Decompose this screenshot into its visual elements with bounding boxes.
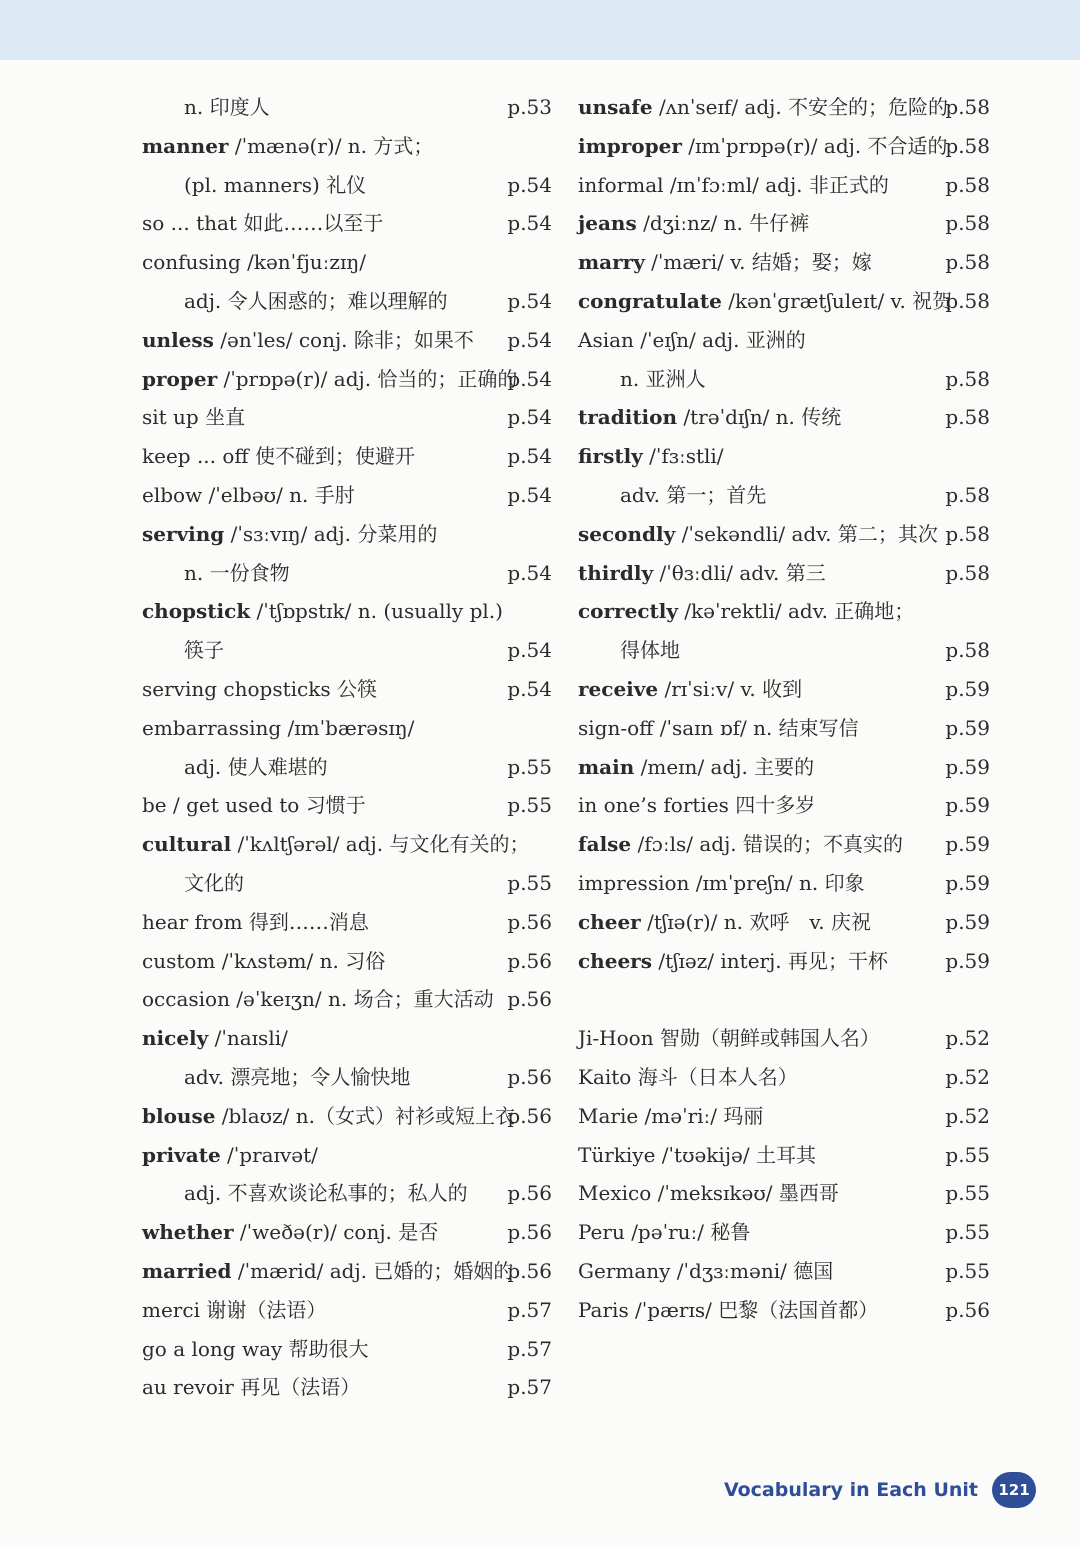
definition: 得体地 (620, 638, 680, 663)
entry-text (142, 716, 414, 740)
page-reference: p.58 (945, 133, 990, 158)
vocab-entry (142, 243, 552, 282)
definition: /ˈmæri/ v. 结婚；娶；嫁 (644, 250, 872, 275)
definition: /ˈsɜːvɪŋ/ adj. 分菜用的 (224, 521, 438, 546)
headword: chopstick (142, 599, 251, 624)
vocab-entry (142, 166, 552, 205)
entry-text (578, 1181, 839, 1205)
vocab-entry (142, 670, 552, 709)
definition: au revoir 再见（法语） (142, 1375, 361, 1400)
entry-text (578, 1143, 816, 1167)
entry-text (142, 638, 224, 662)
definition: /rɪˈsiːv/ v. 收到 (658, 676, 803, 701)
definition: embarrassing /ɪmˈbærəsɪŋ/ (142, 715, 415, 740)
entry-text (578, 755, 814, 779)
vocab-entry (142, 127, 552, 166)
right-vocabulary-column (578, 88, 990, 1330)
entry-text (578, 638, 680, 662)
headword: whether (142, 1220, 234, 1245)
vocab-entry (578, 476, 990, 515)
entry-text (142, 444, 415, 468)
entry-text (142, 949, 385, 973)
definition: go a long way 帮助很大 (142, 1336, 369, 1361)
vocab-entry (578, 1019, 990, 1058)
entry-text (142, 832, 529, 856)
entry-text (578, 832, 903, 856)
definition: /ˈmærid/ adj. 已婚的；婚姻的 (231, 1258, 514, 1283)
entry-text (142, 1104, 515, 1128)
vocab-entry (578, 1136, 990, 1175)
vocab-entry (578, 437, 990, 476)
vocab-entry (578, 786, 990, 825)
headword: secondly (578, 521, 676, 546)
definition: Mexico /ˈmeksɪkəʊ/ 墨西哥 (578, 1181, 839, 1206)
entry-text (578, 173, 889, 197)
section-gap (578, 980, 990, 1019)
entry-text (578, 444, 724, 468)
entry-text (142, 1220, 438, 1244)
definition: /ənˈles/ conj. 除非；如果不 (213, 327, 474, 352)
page-reference: p.58 (945, 172, 990, 197)
definition: 筷子 (184, 638, 224, 663)
entry-text (142, 1065, 410, 1089)
page-reference: p.54 (507, 288, 552, 313)
definition: adv. 第一；首先 (620, 482, 767, 507)
vocab-entry (142, 748, 552, 787)
entry-text (142, 1298, 326, 1322)
definition: adj. 使人难堪的 (184, 754, 328, 779)
page-reference: p.58 (945, 521, 990, 546)
definition: /trəˈdɪʃn/ n. 传统 (677, 405, 842, 430)
definition: n. 印度人 (184, 95, 270, 119)
page-reference: p.58 (945, 288, 990, 313)
definition: /kənˈɡrætʃuleɪt/ v. 祝贺 (721, 288, 953, 313)
page-reference: p.58 (945, 560, 990, 585)
headword: married (142, 1258, 232, 1283)
vocab-entry (142, 1019, 552, 1058)
definition: Türkiye /ˈtʊəkijə/ 土耳其 (578, 1142, 816, 1167)
definition: informal /ɪnˈfɔːml/ adj. 非正式的 (578, 172, 889, 197)
headword: thirdly (578, 560, 654, 585)
vocab-entry (142, 942, 552, 981)
page-reference: p.56 (507, 1181, 552, 1206)
page-reference: p.56 (507, 1064, 552, 1089)
vocab-entry (142, 515, 552, 554)
page-reference: p.56 (507, 1258, 552, 1283)
definition: adj. 不喜欢谈论私事的；私人的 (184, 1181, 468, 1206)
page-reference: p.52 (945, 1103, 990, 1128)
definition: /ˈweðə(r)/ conj. 是否 (233, 1220, 439, 1245)
entry-text (578, 599, 914, 623)
page-reference: p.59 (945, 676, 990, 701)
entry-text (142, 173, 366, 197)
definition: /ˈmænə(r)/ n. 方式； (228, 133, 434, 158)
vocab-entry (578, 1058, 990, 1097)
definition: occasion /əˈkeɪʒn/ n. 场合；重大活动 (142, 987, 494, 1012)
vocab-entry (142, 398, 552, 437)
vocab-entry (578, 554, 990, 593)
definition: sit up 坐直 (142, 405, 246, 430)
definition: /ʌnˈseɪf/ adj. 不安全的；危险的 (652, 95, 949, 119)
definition: n. 亚洲人 (620, 366, 706, 391)
page-reference: p.52 (945, 1026, 990, 1051)
vocab-entry (142, 903, 552, 942)
entry-text (142, 910, 369, 934)
page-reference: p.53 (507, 95, 552, 119)
vocab-entry (578, 1097, 990, 1136)
vocab-entry (578, 515, 990, 554)
vocab-entry (142, 1368, 552, 1407)
entry-text (578, 134, 948, 158)
headword: tradition (578, 405, 678, 430)
entry-text (142, 1026, 288, 1050)
definition: custom /ˈkʌstəm/ n. 习俗 (142, 948, 386, 973)
entry-text (578, 1104, 763, 1128)
page-reference: p.54 (507, 560, 552, 585)
headword: nicely (142, 1026, 209, 1051)
entry-text (142, 1143, 318, 1167)
page-reference: p.55 (507, 793, 552, 818)
page-footer (724, 1470, 1036, 1510)
vocab-entry (578, 1252, 990, 1291)
entry-text (142, 561, 290, 585)
left-vocabulary-column (142, 88, 552, 1407)
definition: Asian /ˈeɪʃn/ adj. 亚洲的 (578, 327, 806, 352)
definition: /meɪn/ adj. 主要的 (634, 754, 815, 779)
vocab-entry (578, 1213, 990, 1252)
entry-text (142, 755, 328, 779)
definition: /ˈfɜːstli/ (642, 444, 724, 469)
headword: main (578, 754, 635, 779)
vocab-entry (578, 592, 990, 631)
definition: serving chopsticks 公筷 (142, 676, 377, 701)
section-title: Vocabulary in Each Unit (723, 1479, 978, 1501)
definition: hear from 得到……消息 (142, 909, 369, 934)
definition: /ˈtʃɒpstɪk/ n. (usually pl.) (250, 599, 503, 624)
vocab-entry (142, 554, 552, 593)
page-reference: p.56 (507, 1103, 552, 1128)
entry-text (142, 483, 355, 507)
vocab-entry (578, 243, 990, 282)
definition: keep ... off 使不碰到；使避开 (142, 444, 415, 469)
definition: so ... that 如此……以至于 (142, 211, 384, 236)
vocab-entry (578, 903, 990, 942)
vocab-entry (142, 1058, 552, 1097)
page-reference: p.55 (945, 1258, 990, 1283)
entry-text (578, 677, 802, 701)
entry-text (578, 95, 948, 119)
definition: /ɪmˈprɒpə(r)/ adj. 不合适的 (681, 133, 948, 158)
entry-text (142, 522, 437, 546)
definition: elbow /ˈelbəʊ/ n. 手肘 (142, 482, 355, 507)
entry-text (578, 910, 871, 934)
vocab-entry (142, 437, 552, 476)
page-reference: p.57 (507, 1375, 552, 1400)
headword: congratulate (578, 288, 722, 313)
entry-text (578, 1298, 878, 1322)
definition: /kəˈrektli/ adv. 正确地； (677, 599, 915, 624)
definition: /dʒiːnz/ n. 牛仔裤 (636, 211, 810, 236)
page-reference: p.56 (507, 987, 552, 1012)
entry-text (578, 328, 806, 352)
entry-text (142, 1337, 369, 1361)
page-reference: p.58 (945, 250, 990, 275)
vocab-entry (142, 88, 552, 127)
definition: /ˈkʌltʃərəl/ adj. 与文化有关的； (231, 832, 530, 857)
vocab-entry (142, 1252, 552, 1291)
entry-text (578, 522, 938, 546)
vocab-entry (142, 282, 552, 321)
page-reference: p.54 (507, 676, 552, 701)
headword: unsafe (578, 95, 653, 119)
page-reference: p.58 (945, 638, 990, 663)
definition: Marie /məˈriː/ 玛丽 (578, 1103, 764, 1128)
vocab-entry (142, 1097, 552, 1136)
vocab-entry (142, 864, 552, 903)
definition: adj. 令人困惑的；难以理解的 (184, 288, 448, 313)
definition: merci 谢谢（法语） (142, 1297, 327, 1322)
entry-text (142, 250, 366, 274)
vocab-entry (578, 825, 990, 864)
page-reference: p.57 (507, 1297, 552, 1322)
entry-text (142, 677, 377, 701)
page-reference: p.54 (507, 327, 552, 352)
vocab-entry (578, 204, 990, 243)
definition: /ˈnaɪsli/ (208, 1026, 288, 1051)
page-reference: p.55 (945, 1220, 990, 1245)
entry-text (142, 211, 383, 235)
definition: /ˈθɜːdli/ adv. 第三 (653, 560, 826, 585)
definition: /tʃɪə(r)/ n. 欢呼 v. 庆祝 (640, 909, 872, 934)
vocab-entry (578, 321, 990, 360)
top-color-band (0, 0, 1080, 60)
definition: /tʃɪəz/ interj. 再见；干杯 (651, 948, 889, 973)
definition: Peru /pəˈruː/ 秘鲁 (578, 1220, 751, 1245)
page-reference: p.56 (945, 1297, 990, 1322)
page-reference: p.59 (945, 870, 990, 895)
definition: n. 一份食物 (184, 560, 290, 585)
entry-text (578, 1026, 880, 1050)
definition: Germany /ˈdʒɜːməni/ 德国 (578, 1258, 834, 1283)
definition: Paris /ˈpærɪs/ 巴黎（法国首都） (578, 1297, 879, 1322)
page-reference: p.59 (945, 909, 990, 934)
vocab-entry (578, 942, 990, 981)
definition: adv. 漂亮地；令人愉快地 (184, 1064, 411, 1089)
page-reference: p.55 (507, 754, 552, 779)
headword: cheers (578, 948, 652, 973)
headword: jeans (578, 211, 637, 236)
vocab-entry (142, 1213, 552, 1252)
entry-text (142, 95, 270, 119)
entry-text (578, 289, 952, 313)
entry-text (578, 949, 888, 973)
vocab-entry (578, 670, 990, 709)
page-reference: p.55 (507, 870, 552, 895)
page-reference: p.59 (945, 715, 990, 740)
page-reference: p.56 (507, 909, 552, 934)
headword: correctly (578, 599, 678, 624)
definition: Ji-Hoon 智勋（朝鲜或韩国人名） (578, 1026, 880, 1051)
page-reference: p.57 (507, 1336, 552, 1361)
vocab-entry (578, 709, 990, 748)
headword: private (142, 1142, 221, 1167)
vocab-entry (578, 166, 990, 205)
page-reference: p.58 (945, 95, 990, 119)
definition: /blaʊz/ n.（女式）衬衫或短上衣 (215, 1103, 515, 1128)
page-reference: p.55 (945, 1181, 990, 1206)
page-reference: p.54 (507, 638, 552, 663)
page-reference: p.59 (945, 793, 990, 818)
entry-text (142, 134, 433, 158)
vocab-entry (142, 1174, 552, 1213)
entry-text (578, 1220, 750, 1244)
entry-text (142, 1181, 468, 1205)
vocab-entry (142, 709, 552, 748)
headword: unless (142, 327, 214, 352)
page-reference: p.59 (945, 832, 990, 857)
vocab-entry (578, 282, 990, 321)
entry-text (578, 716, 859, 740)
entry-text (142, 599, 503, 623)
page-reference: p.54 (507, 444, 552, 469)
entry-text (578, 1065, 798, 1089)
definition: /ˈsekəndli/ adv. 第二；其次 (675, 521, 938, 546)
headword: receive (578, 676, 659, 701)
entry-text (142, 793, 366, 817)
vocab-entry (578, 1291, 990, 1330)
headword: cultural (142, 832, 232, 857)
headword: firstly (578, 444, 643, 469)
entry-text (142, 289, 448, 313)
headword: false (578, 832, 632, 857)
vocab-entry (578, 360, 990, 399)
definition: in one’s forties 四十多岁 (578, 793, 816, 818)
page-reference: p.59 (945, 754, 990, 779)
page-reference: p.54 (507, 482, 552, 507)
page-reference: p.58 (945, 482, 990, 507)
vocab-entry (578, 1174, 990, 1213)
vocab-entry (578, 88, 990, 127)
page-reference: p.54 (507, 405, 552, 430)
vocab-entry (142, 980, 552, 1019)
headword: serving (142, 521, 225, 546)
page-reference: p.59 (945, 948, 990, 973)
entry-text (578, 561, 826, 585)
headword: improper (578, 133, 682, 158)
page-reference: p.52 (945, 1064, 990, 1089)
page-reference: p.56 (507, 948, 552, 973)
page-reference: p.54 (507, 366, 552, 391)
headword: manner (142, 133, 229, 158)
entry-text (142, 1375, 360, 1399)
entry-text (578, 367, 706, 391)
vocab-entry (142, 631, 552, 670)
page-reference: p.58 (945, 366, 990, 391)
headword: proper (142, 366, 218, 391)
vocab-entry (142, 592, 552, 631)
page-number-badge: 121 (992, 1472, 1036, 1508)
definition: /ˈprɒpə(r)/ adj. 恰当的；正确的 (217, 366, 518, 391)
entry-text (142, 367, 517, 391)
headword: blouse (142, 1103, 216, 1128)
vocab-entry (142, 321, 552, 360)
vocab-entry (142, 360, 552, 399)
page-reference: p.54 (507, 211, 552, 236)
definition: confusing /kənˈfjuːzɪŋ/ (142, 250, 366, 275)
page-reference: p.58 (945, 405, 990, 430)
vocab-entry (142, 476, 552, 515)
definition: /ˈpraɪvət/ (220, 1142, 318, 1167)
entry-text (142, 328, 474, 352)
definition: impression /ɪmˈpreʃn/ n. 印象 (578, 870, 865, 895)
entry-text (578, 1259, 833, 1283)
entry-text (578, 405, 841, 429)
definition: be / get used to 习惯于 (142, 793, 366, 818)
vocab-entry (142, 786, 552, 825)
headword: marry (578, 250, 645, 275)
entry-text (142, 405, 245, 429)
entry-text (578, 483, 766, 507)
entry-text (578, 871, 865, 895)
entry-text (142, 987, 494, 1011)
entry-text (578, 250, 872, 274)
vocab-entry (578, 398, 990, 437)
vocab-entry (142, 1136, 552, 1175)
definition: 文化的 (184, 870, 244, 895)
vocab-entry (578, 748, 990, 787)
entry-text (578, 211, 809, 235)
definition: sign-off /ˈsaɪn ɒf/ n. 结束写信 (578, 715, 859, 740)
definition: (pl. manners) 礼仪 (184, 172, 367, 197)
page-reference: p.56 (507, 1220, 552, 1245)
headword: cheer (578, 909, 641, 934)
entry-text (142, 871, 244, 895)
page-reference: p.58 (945, 211, 990, 236)
vocab-entry (578, 127, 990, 166)
vocab-entry (578, 631, 990, 670)
vocab-entry (142, 204, 552, 243)
vocab-entry (142, 825, 552, 864)
entry-text (142, 1259, 513, 1283)
definition: Kaito 海斗（日本人名） (578, 1064, 798, 1089)
vocab-entry (142, 1291, 552, 1330)
page-reference: p.55 (945, 1142, 990, 1167)
entry-text (578, 793, 815, 817)
page-reference: p.54 (507, 172, 552, 197)
definition: /fɔːls/ adj. 错误的；不真实的 (631, 832, 903, 857)
vocab-entry (578, 864, 990, 903)
vocab-entry (142, 1330, 552, 1369)
